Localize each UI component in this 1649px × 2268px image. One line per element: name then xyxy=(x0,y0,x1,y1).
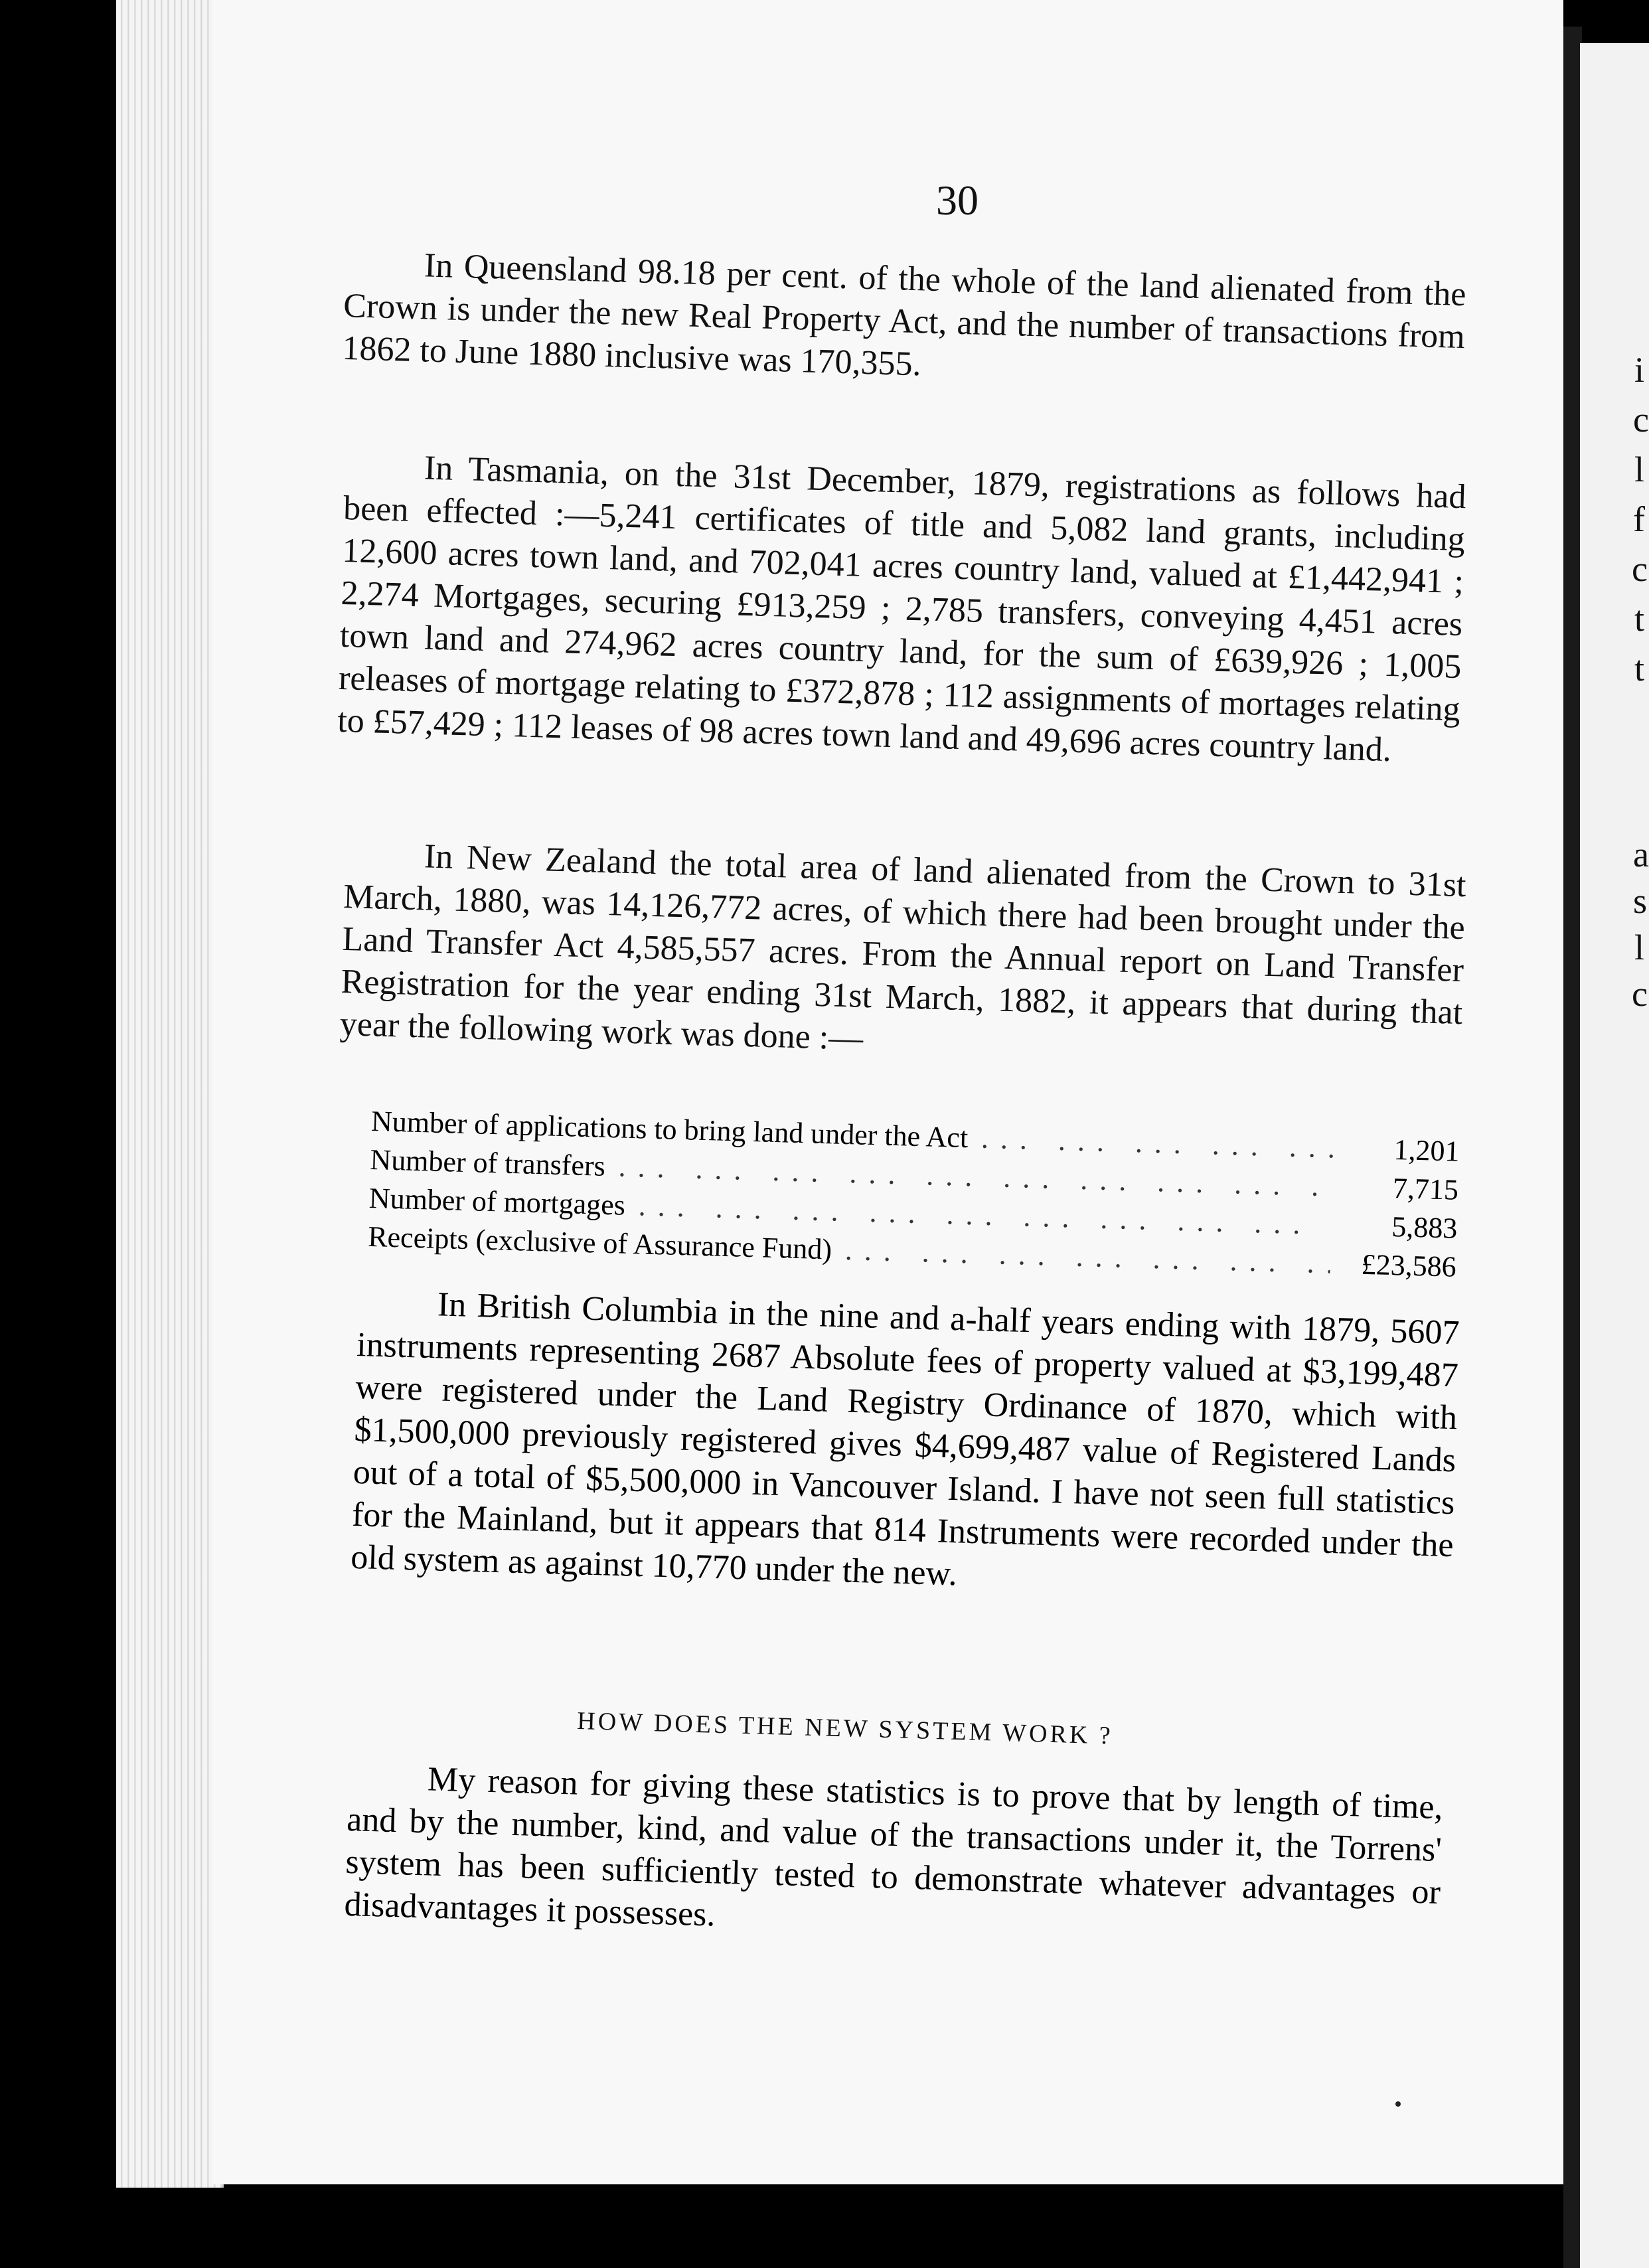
facing-page-fragment: s xyxy=(1633,881,1648,921)
facing-page-fragment: t xyxy=(1634,649,1645,688)
statistics-label: Number of mortgages xyxy=(368,1181,626,1222)
statistics-value: £23,586 xyxy=(1361,1248,1457,1283)
facing-page-fragment: i xyxy=(1634,350,1645,390)
paragraph-british-columbia: In British Columbia in the nine and a-half years ending with 1879, 5607 instruments representing 2687 Absolute fees of property valued at $3,199,487 were registered under the Land Registry Ordinance of 1870, which with $1,500,000 previously registered gives $4,699,487 value of Registered Lands out of a total of $5,500,000 in Vancouver Island. I have not seen full statistics for the Mainland, but it appears that 814 Instruments were recorded under the old system as against 10,770 under the new. xyxy=(350,1285,1460,1593)
facing-page-fragment: c xyxy=(1633,400,1649,440)
facing-page-fragment: f xyxy=(1633,499,1645,539)
statistics-value: 7,715 xyxy=(1392,1172,1459,1206)
paragraph-queensland: In Queensland 98.18 per cent. of the whole of the land alienated from the Crown is under the new Real Property Act, and the number of transactions from 1862 to June 1880 inclusive was 170,355. xyxy=(341,246,1467,384)
paragraph-reason: My reason for giving these statistics is to prove that by length of time, and by the number, kind, and value of the transactions under it, the Torrens' system has been sufficiently tested to demonstrate whatever advantages or disadvantages it possesses. xyxy=(343,1760,1444,1934)
statistics-value: 5,883 xyxy=(1391,1210,1458,1245)
facing-page-fragment: l xyxy=(1634,928,1645,967)
facing-page-gutter xyxy=(1563,27,1582,2268)
facing-page-fragment: t xyxy=(1634,599,1645,639)
section-heading: HOW DOES THE NEW SYSTEM WORK ? xyxy=(576,1706,1114,1750)
page-number: 30 xyxy=(936,177,979,224)
statistics-value: 1,201 xyxy=(1393,1133,1460,1168)
facing-page-fragment: c xyxy=(1632,549,1648,589)
statistics-label: Receipts (exclusive of Assurance Fund) xyxy=(367,1220,832,1266)
paragraph-new-zealand: In New Zealand the total area of land alienated from the Crown to 31st March, 1880, was 14,126,772 acres, of which there had been brought under the Land Transfer Act 4,585,557 acres. From the Annual report on Land Transfer Registration for the year ending 31st March, 1882, it appears that during that year the following work was done :— xyxy=(339,837,1467,1058)
page-stack-edges xyxy=(116,0,224,2188)
facing-page-fragment: l xyxy=(1634,449,1645,489)
statistics-label: Number of transfers xyxy=(369,1143,606,1182)
statistics-table xyxy=(368,1102,1460,1287)
facing-page-fragment: c xyxy=(1632,974,1648,1014)
statistics-label: Number of applications to bring land under the Act xyxy=(370,1104,969,1155)
facing-page-fragment: a xyxy=(1633,835,1649,874)
paragraph-tasmania: In Tasmania, on the 31st December, 1879, registrations as follows had been effected :—5,241 certificates of title and 5,082 land grants, including 12,600 acres town land, and 702,041 acres country land, valued at £1,442,941 ; 2,274 Mortgages, securing £913,259 ; 2,785 transfers, conveying 4,451 acres town land and 274,962 acres country land, for the sum of £639,926 ; 1,005 releases of mortgage relating to £372,878 ; 112 assignments of mortages relating to £57,429 ; 112 leases of 98 acres town land and 49,696 acres country land. xyxy=(337,449,1467,770)
print-speck xyxy=(1395,2101,1401,2107)
